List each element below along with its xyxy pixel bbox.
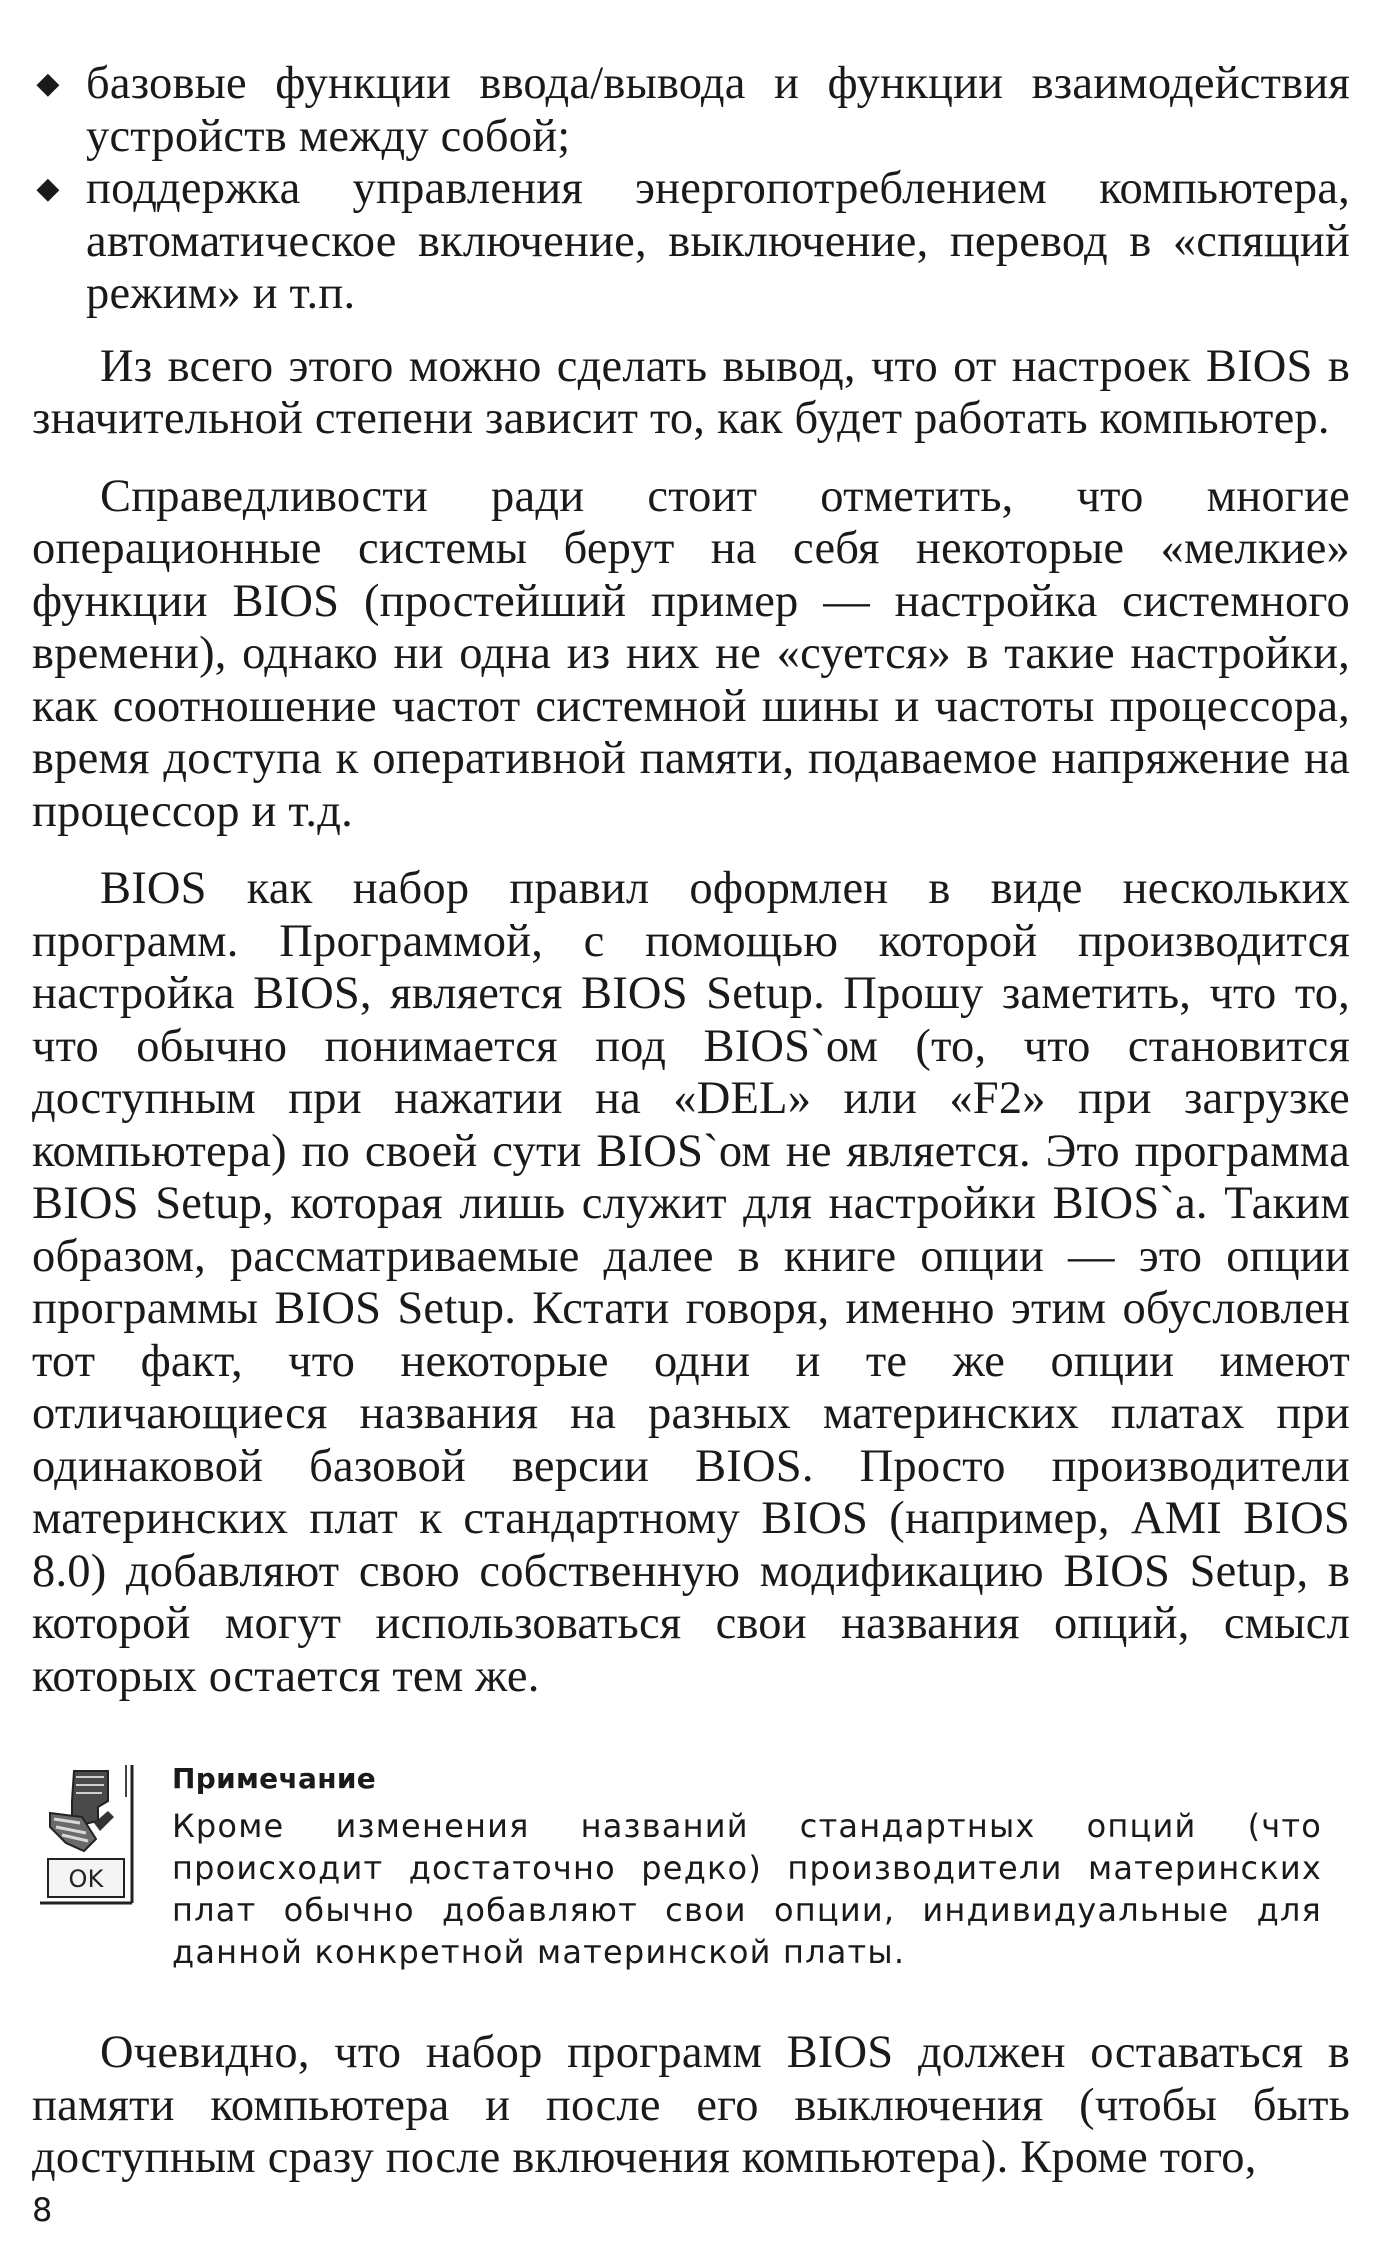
diamond-bullet-icon: ◆ [36, 67, 60, 100]
diamond-bullet-icon: ◆ [36, 172, 60, 205]
ok-note-icon [36, 1761, 146, 1907]
note-title: Примечание [172, 1762, 377, 1795]
page-number: 8 [32, 2191, 53, 2229]
note-block [32, 1761, 1350, 1987]
list-item [32, 163, 1350, 321]
note-body [172, 1761, 1322, 1973]
page-content [32, 58, 1350, 2185]
paragraph: BIOS как набор правил оформлен в виде нескольких программ. Программой, с помощью которой производится настройка BIOS, является BIOS Setup. Прошу заметить, что то, что обычно понимается под BIOS`ом (то, что становится доступным при нажатии на «DEL» или «F2» при загрузке компьютера) по своей сути BIOS`ом не является. Это программа BIOS Setup, которая лишь служит для настройки BIOS`а. Таким образом, рассматриваемые далее в книге опции — это опции программы BIOS Setup. Кстати говоря, именно этим обусловлен тот факт, что некоторые одни и те же опции имеют отличающиеся названия на разных материнских платах при одинаковой базовой версии BIOS. Просто производители материнских плат к стандартному BIOS (например, AMI BIOS 8.0) добавляют свою собственную модификацию BIOS Setup, в которой могут использоваться свои названия опций, смысл которых остается тем же. [32, 863, 1350, 1702]
bullet-text: поддержка управления энергопотреблением компьютера, автоматическое включение, выключение, перевод в «спящий режим» и т.п. [86, 163, 1350, 319]
list-item [32, 58, 1350, 163]
bullet-list [32, 58, 1350, 321]
note-text: Кроме изменения названий стандартных опций (что происходит достаточно редко) производители материнских плат обычно добавляют свои опции, индивидуальные для данной конкретной материнской платы. [172, 1807, 1322, 1971]
paragraph: Очевидно, что набор программ BIOS должен оставаться в памяти компьютера и после его выключения (чтобы быть доступным сразу после включения компьютера). Кроме того, [32, 2027, 1350, 2183]
bullet-text: базовые функции ввода/вывода и функции взаимодействия устройств между собой; [86, 58, 1350, 162]
paragraph: Справедливости ради стоит отметить, что многие операционные системы берут на себя некоторые «мелкие» функции BIOS (простейший пример — настройка системного времени), однако ни одна из них не «суется» в такие настройки, как соотношение частот системной шины и частоты процессора, время доступа к оперативной памяти, подаваемое напряжение на процессор и т.д. [32, 470, 1350, 837]
ok-label: OK [68, 1865, 104, 1893]
paragraph: Из всего этого можно сделать вывод, что от настроек BIOS в значительной степени зависит то, как будет работать компьютер. [32, 340, 1350, 444]
